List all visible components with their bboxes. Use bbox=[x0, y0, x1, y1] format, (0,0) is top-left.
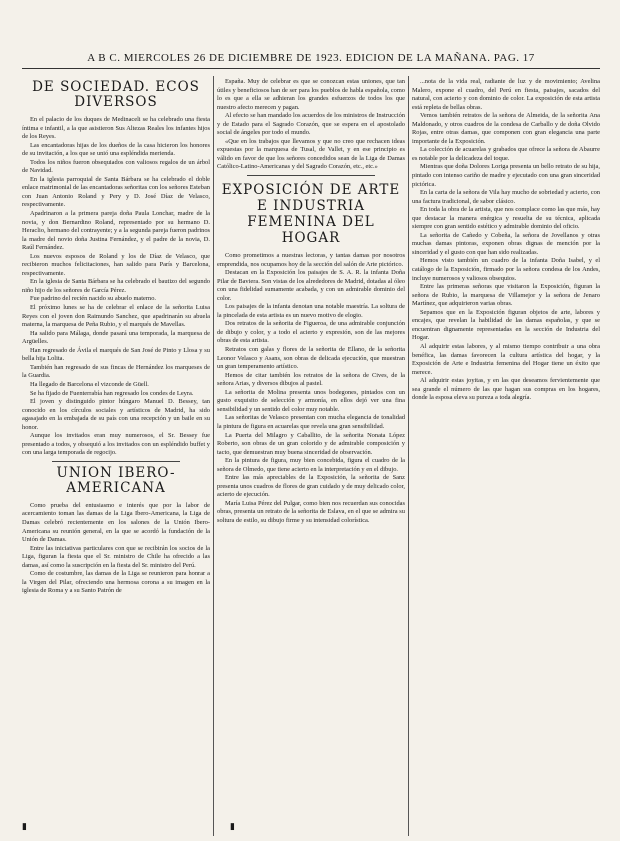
paragraph: En toda la obra de la artista, que nos complace como las que más, hay que destacar la manera enérgica y resuelta de su técnica, aplicada siempre con gran sentido estético y admirable dominio del oficio. bbox=[412, 206, 600, 231]
article-body-exposicion bbox=[217, 252, 405, 526]
column-divider bbox=[213, 76, 214, 836]
paragraph: Retratos con galas y flores de la señorita de Ellano, de la señorita Leonor Velasco y Asans, son obras de delicada ejecución, que muestran un gran temperamento artístico. bbox=[217, 346, 405, 371]
paragraph: Se ha fijado de Fuenterrabía han regresado los condes de Leyra. bbox=[30, 389, 194, 397]
paragraph: Han regresado de Ávila el marqués de San José de Pinto y Llosa y su bella hija Lolita. bbox=[22, 346, 210, 363]
paragraph: Aunque los invitados eran muy numerosos, el Sr. Bessey fue presentado a todos, y obsequió a los invitados con un espléndido buffet y con una larga temporada de regocijo. bbox=[22, 432, 210, 457]
footer-mark: ▮ bbox=[230, 822, 235, 832]
article-separator bbox=[247, 175, 375, 176]
running-head: A B C. MIERCOLES 26 DE DICIEMBRE DE 1923. EDICION DE LA MAÑANA. PAG. 17 bbox=[87, 52, 535, 64]
paragraph: Al adquirir estas joyitas, y en las que deseamos fervientemente que sea grande el número de las que hagan sus compras en los hogares, donde la esposa eleva su pureza a toda alegría. bbox=[412, 377, 600, 402]
footer-mark: ▮ bbox=[22, 822, 27, 832]
paragraph: También han regresado de sus fincas de Hernández los marqueses de la Guardia. bbox=[22, 363, 210, 380]
paragraph: La señorita de Cañedo y Cobeña, la señora de Jovellanos y otras muchas damas pintoras, exponen obras dignas de mención por la sinceridad y el gusto con que han sido realizadas. bbox=[412, 231, 600, 256]
paragraph: Los nuevos esposos de Roland y los de Díaz de Velasco, que recibieron muchos felicitaciones, han salido para París y Barcelona, respectivamente. bbox=[22, 252, 210, 277]
paragraph: En el palacio de los duques de Medinaceli se ha celebrado una fiesta íntima e infantil, a la que asistieron Sus Altezas Reales los infantes hijos de los Reyes. bbox=[22, 116, 210, 141]
paragraph: La colección de acuarelas y grabados que ofrece la señora de Abaurre es notable por la delicadeza del toque. bbox=[412, 146, 600, 162]
paragraph: Las señoritas de Velasco presentan con mucha elegancia de tonalidad la pintura de figura en acuarelas que revela una gran sensibilidad. bbox=[217, 414, 405, 430]
article-body-sociedad bbox=[22, 116, 210, 458]
paragraph: Entre las más apreciables de la Exposición, la señorita de Sanz presenta unos cuadros de flores de gran cuidado y de muy delicado color, acierto de ejecución. bbox=[217, 474, 405, 499]
article-separator bbox=[52, 461, 180, 462]
paragraph: Como prueba del entusiasmo e interés que por la labor de acercamiento toman las damas de la Liga Ibero-Americana, la Liga de Damas celebró recientemente en los salones de la Unión Ibero-Americana su reunión general, en la que se acordó la fundación de la Unión de Damas. bbox=[22, 501, 210, 544]
paragraph: Al adquirir estas labores, y al mismo tiempo contribuir a una obra benéfica, las damas favorecen la cultura artística del hogar, y la Exposición de Arte e Industria femenina del Hogar tiene un éxito que merece. bbox=[412, 342, 600, 376]
header-rule bbox=[22, 68, 600, 69]
paragraph: Al efecto se han mandado los acuerdos de los ministros de Instrucción y de Estado para el Sagrado Corazón, que se espera en el apostolado social de ángeles por todo el mundo. bbox=[217, 112, 405, 137]
paragraph: El próximo lunes se ha de celebrar el enlace de la señorita Luisa Reyes con el joven don Raimundo Sanchez, que apadrinarán su abuela materna, la marquesa de Peña Rubio, y el marqués de Mavellas. bbox=[22, 304, 210, 329]
section-heading-exposicion: EXPOSICIÓN DE ARTE E INDUSTRIA FEMENINA DEL HOGAR bbox=[221, 182, 401, 247]
paragraph: Ha salido para Málaga, donde pasará una temporada, la marquesa de Argüelles. bbox=[22, 329, 210, 346]
article-body-continued bbox=[217, 78, 405, 172]
paragraph: Entre las iniciativas particulares con que se recibirán los socios de la Liga, figuran la fiesta que el Sr. ministro de Chile ha ofrecido a las damas, así como la suscripción en la fiesta del Sr. ministro del Perú. bbox=[22, 544, 210, 569]
paragraph: En la iglesia parroquial de Santa Bárbara se ha celebrado el doble enlace matrimonial de las encantadoras señoritas con los señores Esteban con Juan Antonio Roland y Pery y D. José Díaz de Velasco, respectivamente. bbox=[22, 175, 210, 209]
article-body-union bbox=[22, 502, 210, 596]
paragraph: Como de costumbre, las damas de la Liga se reunieron para honrar a la Virgen del Pilar, ofreciendo una hermosa corona a su imagen en la iglesia de Roma y a su Santo Patrón de bbox=[22, 570, 210, 595]
paragraph: Dos retratos de la señorita de Figueroa, de una admirable conjunción de dibujo y color, y a todo el acierto y expresión, son de las mejores obras de esta artista. bbox=[217, 320, 405, 345]
paragraph: Destacan en la Exposición los paisajes de S. A. R. la infanta Doña Pilar de Baviera. Son vistas de los alrededores de Madrid, dotadas al óleo con una fidelidad sumamente acabada, y con un admirable dominio del color. bbox=[217, 269, 405, 302]
paragraph: El joven y distinguido pintor húngaro Manuel D. Bessey, tan conocido en los círculos sociales y artísticos de Madrid, ha sido agasajado en la embajada de su país con una recepción y un baile en su honor. bbox=[22, 398, 210, 431]
paragraph: «Que en los trabajos que llevamos y que no creo que rechacen ideas expuestas por la marquesa de Tusal, de Vallet, y en ese principio es válido en favor de que los señores concedidos sean de la Liga de Damas Católico-Latino-Americanas y del Sagrado Corazón, etc., etc.» bbox=[217, 137, 405, 171]
paragraph: En la iglesia de Santa Bárbara se ha celebrado el bautizo del segundo niño hijo de los señores de García Pérez. bbox=[22, 278, 210, 294]
column-3 bbox=[412, 78, 600, 838]
paragraph: La Puerta del Milagro y Caballito, de la señorita Nonata López Roberto, son obras de un gran colorido y de admirable composición y tacto, que demuestran muy buena sinceridad de observación. bbox=[217, 431, 405, 456]
paragraph: Vemos también retratos de la señora de Almeida, de la señorita Ana Maldonado, y otros cuadros de la condesa de Carballo y de doña Olvido Rojas, entre otras damas, que componen con gran elegancia una parte importante de la Exposición. bbox=[412, 112, 600, 145]
section-heading-union: UNION IBERO-AMERICANA bbox=[56, 464, 176, 496]
paragraph: Los paisajes de la infanta denotan una notable maestría. La soltura de la pincelada de esta artista es un nuevo motivo de elogio. bbox=[217, 303, 405, 319]
column-2 bbox=[217, 78, 405, 838]
paragraph: Hemos de citar también los retratos de la señora de Cives, de la señora Arias, y diversos dibujos al pastel. bbox=[217, 371, 405, 388]
paragraph: Mientras que doña Dolores Loriga presenta un bello retrato de su hija, pintado con intenso cariño de madre y ejecutado con una gran sinceridad pictórica. bbox=[412, 163, 600, 188]
column-1 bbox=[22, 78, 210, 838]
paragraph: Todos los niños fueron obsequiados con valiosos regalos de un árbol de Navidad. bbox=[22, 158, 210, 175]
paragraph: María Luisa Pérez del Pulgar, como bien nos recuerdan sus conocidas obras, presenta un retrato de la señorita de Eslava, en el que se admira su soltura de estilo, su dibujo firme y su intensidad colorística. bbox=[217, 499, 405, 524]
paragraph: La señorita de Molina presenta unos bodegones, pintados con un gusto exquisito de selección y armonía, en ellos dejó ver una fina sensibilidad y un sentido del color muy notable. bbox=[217, 388, 405, 413]
paragraph: En la pintura de figura, muy bien concebida, figura el cuadro de la señora de Olmedo, que tiene acierto en la interpretación y en el dibujo. bbox=[217, 457, 405, 473]
paragraph: Hemos visto también un cuadro de la infanta Doña Isabel, y el catálogo de la Exposición, firmado por la señora condesa de los Andes, incluye numerosos y valiosos obsequios. bbox=[412, 257, 600, 282]
paragraph: España. Muy de celebrar es que se conozcan estas uniones, que tan útiles y beneficiosos han de ser para los pueblos de habla española, como lo es que a ella se adhieran los grandes esfuerzos de todos los que nuestro afecto merecen y pagan. bbox=[217, 78, 405, 111]
paragraph: En la carta de la señora de Vila hay mucho de sobriedad y acierto, con una factura tradicional, de sabor clásico. bbox=[412, 189, 600, 205]
paragraph: Fue padrino del recién nacido su abuelo materno. bbox=[30, 295, 156, 303]
paragraph: Las encantadoras hijas de los dueños de la casa hicieron los honores de su invitación, a los que se unió una espléndida merienda. bbox=[22, 141, 210, 158]
paragraph: ...nota de la vida real, radiante de luz y de movimiento; Avelina Malero, expone el cuadro, del Perú en fiesta, paisajes, sacados del natural, con acierto y con dominio de color. La exposición de esta artista está repleta de bellas obras. bbox=[412, 78, 600, 111]
paragraph: Entre las primeras señoras que visitaron la Exposición, figuran la señora de Rubio, la marquesa de Villamejor y la señora de Jenaro Martínez, que adquirieron varias obras. bbox=[412, 283, 600, 308]
article-body-exposicion-continued bbox=[412, 78, 600, 403]
section-heading-sociedad: DE SOCIEDAD. ECOS DIVERSOS bbox=[32, 79, 200, 110]
paragraph: Como prometimos a nuestras lectoras, y tantas damas por nosotros emprendida, nos ocupamos hoy de la sección del salón de Arte pictórico. bbox=[217, 252, 405, 268]
paragraph: Ha llegado de Barcelona el vizconde de Güell. bbox=[30, 380, 149, 388]
column-divider bbox=[408, 76, 409, 836]
paragraph: Apadrinaron a la primera pareja doña Paula Lonchar, madre de la novia, y don Bernardino Roland, representado por su hermano D. Heraclio, hermano del contrayente; y a la segunda pareja fueron padrinos la madre del novio doña Justina Fernández, y el padre de la novia, D. Raúl Fernández. bbox=[22, 210, 210, 252]
paragraph: Sepamos que en la Exposición figuran objetos de arte, labores y encajes, que revelan la habilidad de las damas españolas, y que se encuentran dignamente representadas en la sección de Industria del Hogar. bbox=[412, 308, 600, 342]
